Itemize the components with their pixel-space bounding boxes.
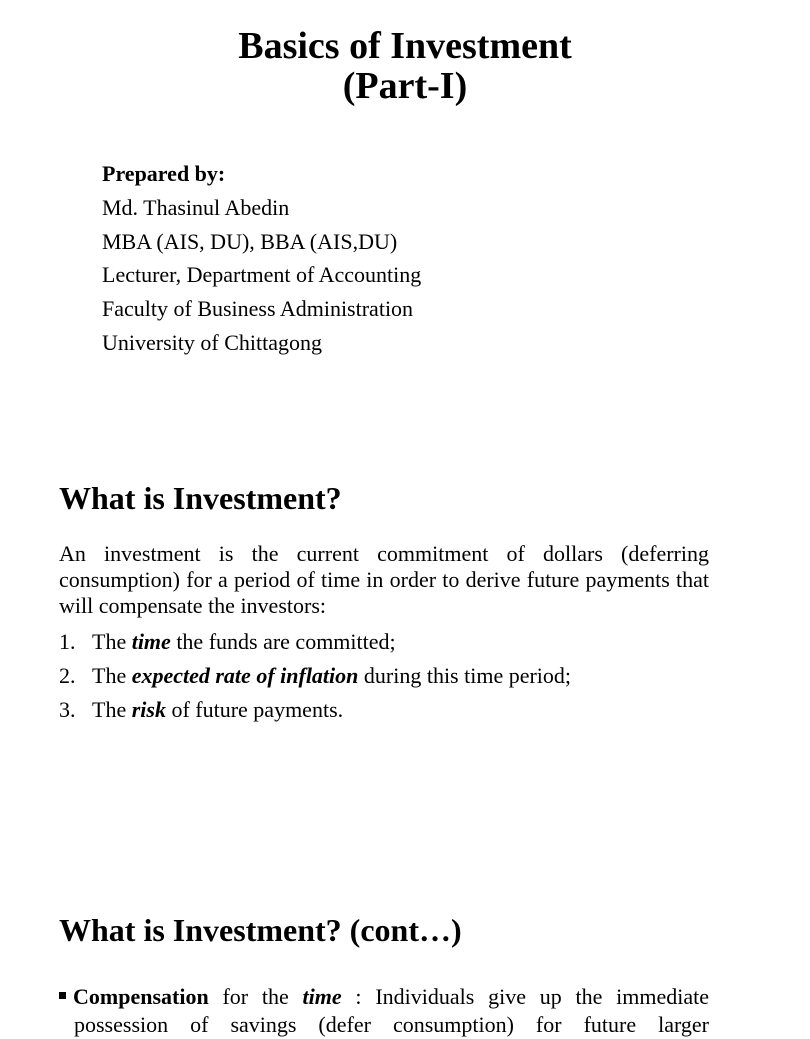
list-item-text: the funds are committed;: [170, 629, 396, 654]
list-item-text: The: [92, 663, 132, 688]
list-item-number: 2.: [59, 663, 76, 688]
compensation-list: [59, 625, 719, 727]
title-line-2: (Part-I): [342, 65, 468, 107]
list-item: [59, 659, 719, 693]
list-item-text: during this time period;: [358, 663, 572, 688]
list-item-text: of future payments.: [165, 697, 344, 722]
author-university: University of Chittagong: [102, 329, 322, 355]
square-bullet-icon: [59, 992, 66, 999]
bullet-text: : Individuals give up the immediate: [341, 984, 710, 1009]
bullet-item: [59, 983, 709, 1011]
list-item-text: The: [92, 629, 132, 654]
list-item: [59, 625, 719, 659]
author-name: Md. Thasinul Abedin: [102, 194, 290, 220]
bullet-italic-term: time: [302, 984, 342, 1009]
list-item-emphasis: expected rate of inflation: [131, 663, 359, 688]
bullet-bold-term: Compensation: [73, 984, 209, 1009]
prepared-by-label: Prepared by:: [102, 161, 226, 186]
document-title: [0, 26, 810, 106]
list-item-emphasis: risk: [131, 697, 166, 722]
definition-paragraph: An investment is the current commitment of dollars (deferring consumption) for a period of time in order to derive future payments that will compensate the investors:: [59, 541, 709, 618]
list-item-number: 3.: [59, 697, 76, 722]
author-degrees: MBA (AIS, DU), BBA (AIS,DU): [102, 228, 398, 254]
author-block: [102, 157, 421, 360]
bullet-text: for the: [208, 984, 303, 1009]
author-faculty: Faculty of Business Administration: [102, 296, 414, 322]
list-item-number: 1.: [59, 629, 76, 654]
list-item: [59, 693, 719, 727]
section-heading-what-is-investment-cont: What is Investment? (cont…): [59, 912, 462, 948]
author-position: Lecturer, Department of Accounting: [102, 262, 422, 288]
bullet-continuation: possession of savings (defer consumption) for future larger: [74, 1012, 709, 1037]
title-line-1: Basics of Investment: [238, 25, 572, 67]
list-item-emphasis: time: [131, 629, 171, 654]
list-item-text: The: [92, 697, 132, 722]
section-heading-what-is-investment: What is Investment?: [59, 480, 342, 516]
